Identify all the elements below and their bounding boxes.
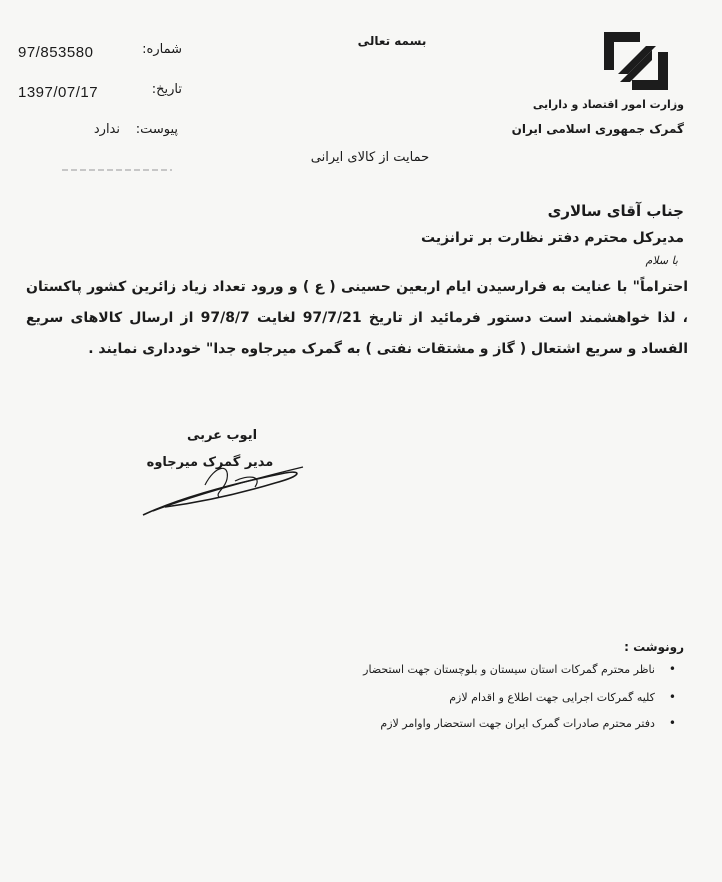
cc-item bbox=[449, 690, 676, 704]
signer-title: مدیر گمرک میرجاوه bbox=[146, 455, 274, 470]
cc-item bbox=[380, 716, 676, 730]
number-value: 97/853580 bbox=[18, 44, 94, 61]
slogan: حمایت از کالای ایرانی bbox=[310, 150, 430, 165]
attachment-label: پیوست: bbox=[135, 122, 178, 137]
bullet-icon: • bbox=[668, 690, 676, 704]
faint-stamp-mark bbox=[62, 165, 172, 175]
bullet-icon: • bbox=[668, 662, 676, 676]
date-value: 1397/07/17 bbox=[18, 84, 99, 101]
bullet-icon: • bbox=[668, 716, 676, 730]
attachment-value: ندارد bbox=[93, 122, 120, 137]
bismillah-heading: بسمه تعالی bbox=[357, 34, 427, 48]
org-ministry-name: وزارت امور اقتصاد و دارایی bbox=[532, 98, 684, 111]
addressee-title: مدیرکل محترم دفتر نظارت بر ترانزیت bbox=[421, 230, 684, 246]
number-label: شماره: bbox=[142, 42, 182, 57]
date-label: تاریخ: bbox=[151, 82, 182, 97]
cc-item-text: ناظر محترم گمرکات استان سیستان و بلوچستان جهت استحضار bbox=[363, 662, 655, 676]
cc-label: رونوشت : bbox=[624, 640, 684, 654]
addressee-name: جناب آقای سالاری bbox=[547, 202, 684, 220]
cc-item-text: کلیه گمرکات اجرایی جهت اطلاع و اقدام لازم bbox=[449, 690, 655, 704]
greeting-note: با سلام bbox=[645, 254, 678, 267]
org-customs-name: گمرک جمهوری اسلامی ایران bbox=[511, 122, 684, 136]
signature-scribble-icon bbox=[135, 445, 315, 525]
cc-item bbox=[363, 662, 676, 676]
letter-body: احتراماً" با عنایت به فرارسیدن ایام اربعین حسینی ( ع ) و ورود تعداد زیاد زائرین کشور پاکستان ، لذا خواهشمند است دستور فرمائید از تاریخ 97/7/21 لغایت 97/8/7 از ارسال کالاهای سریع الفساد و سریع اشتعال ( گاز و مشتقات نفتی ) به گمرک میرجاوه جدا" خودداری نمایند . bbox=[26, 279, 688, 357]
customs-emblem-icon bbox=[598, 30, 674, 92]
cc-item-text: دفتر محترم صادرات گمرک ایران جهت استحضار واوامر لازم bbox=[380, 716, 655, 730]
signer-name: ایوب عربی bbox=[186, 428, 258, 443]
